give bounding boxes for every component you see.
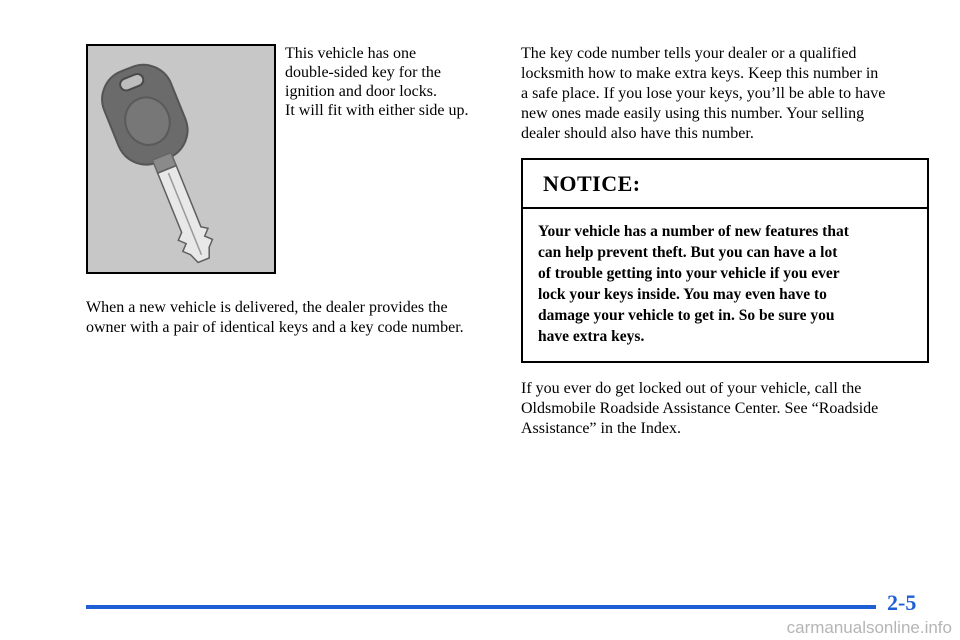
footer-rule bbox=[86, 605, 876, 609]
paragraph-line: If you ever do get locked out of your vehicle, call the bbox=[521, 380, 862, 397]
caption-line: This vehicle has one bbox=[285, 45, 417, 62]
paragraph-line: Oldsmobile Roadside Assistance Center. See “Roadside bbox=[521, 400, 879, 417]
caption-line: double-sided key for the bbox=[285, 64, 441, 81]
paragraph-line: When a new vehicle is delivered, the dealer provides the bbox=[86, 299, 448, 316]
key-code-paragraph bbox=[521, 44, 885, 144]
page-number: 2-5 bbox=[887, 590, 917, 615]
caption-line: It will fit with either side up. bbox=[285, 102, 469, 119]
paragraph-line: dealer should also have this number. bbox=[521, 125, 754, 142]
delivery-paragraph bbox=[86, 298, 464, 338]
notice-body bbox=[523, 209, 927, 347]
notice-line: have extra keys. bbox=[538, 328, 645, 345]
paragraph-line: locksmith how to make extra keys. Keep this number in bbox=[521, 65, 879, 82]
notice-line: damage your vehicle to get in. So be sure you bbox=[538, 307, 835, 324]
paragraph-line: Assistance” in the Index. bbox=[521, 420, 681, 437]
notice-line: can help prevent theft. But you can have a lot bbox=[538, 244, 838, 261]
notice-line: of trouble getting into your vehicle if you ever bbox=[538, 265, 840, 282]
notice-line: lock your keys inside. You may even have to bbox=[538, 286, 827, 303]
notice-box bbox=[521, 158, 929, 363]
watermark: carmanualsonline.info bbox=[786, 618, 952, 637]
paragraph-line: a safe place. If you lose your keys, you’ll be able to have bbox=[521, 85, 886, 102]
notice-title: NOTICE: bbox=[523, 160, 927, 209]
key-icon bbox=[88, 46, 274, 272]
roadside-paragraph bbox=[521, 379, 878, 439]
key-caption bbox=[285, 44, 505, 120]
caption-line: ignition and door locks. bbox=[285, 83, 437, 100]
notice-line: Your vehicle has a number of new features that bbox=[538, 223, 849, 240]
paragraph-line: The key code number tells your dealer or a qualified bbox=[521, 45, 857, 62]
key-illustration bbox=[86, 44, 276, 274]
paragraph-line: new ones made easily using this number. Your selling bbox=[521, 105, 865, 122]
paragraph-line: owner with a pair of identical keys and a key code number. bbox=[86, 319, 464, 336]
